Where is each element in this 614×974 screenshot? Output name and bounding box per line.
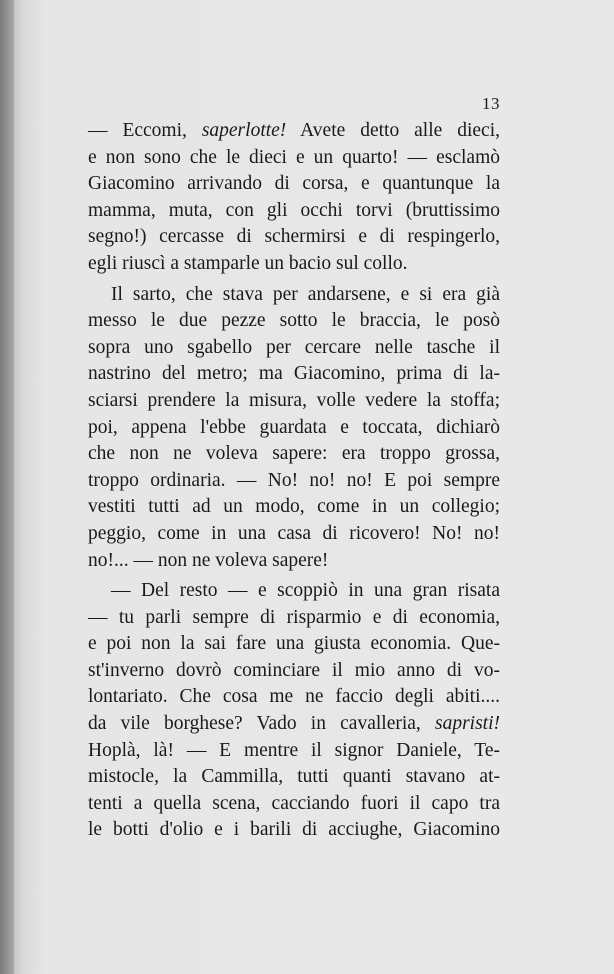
text-line: [88, 711, 500, 738]
text-line: [88, 521, 500, 548]
text-segment: che non ne voleva sapere: era troppo grossa,: [88, 443, 500, 465]
text-segment: vestiti tutti ad un modo, come in un collegio;: [88, 496, 500, 518]
text-line: [88, 605, 500, 632]
body-text: [88, 118, 500, 844]
text-segment: — Del resto — e scoppiò in una gran risata: [111, 580, 500, 602]
text-segment: lontariato. Che cosa me ne faccio degli abiti....: [88, 686, 500, 708]
italic-text: sapristi!: [434, 713, 500, 735]
text-line: [88, 817, 500, 844]
text-segment: Avete detto alle dieci,: [286, 120, 500, 141]
text-line: [88, 738, 500, 765]
text-segment: Il sarto, che stava per andarsene, e si era già: [111, 283, 500, 305]
text-line: [88, 361, 500, 388]
text-line: [88, 198, 500, 225]
text-line: [88, 684, 500, 711]
italic-text: saperlotte!: [201, 120, 287, 141]
page-spine-shadow: [0, 0, 14, 974]
text-line: [88, 548, 500, 575]
text-segment: Hoplà, là! — E mentre il signor Daniele, Te-: [88, 739, 500, 761]
text-line: [88, 441, 500, 468]
text-segment: — tu parli sempre di risparmio e di economia,: [88, 606, 500, 628]
text-segment: segno!) cercasse di schermirsi e di respingerlo,: [88, 226, 500, 248]
text-segment: e poi non la sai fare una giusta economia. Que-: [88, 633, 500, 655]
text-segment: sopra uno sgabello per cercare nelle tasche il: [88, 336, 500, 358]
text-line: [88, 388, 500, 415]
text-segment: egli riuscì a stamparle un bacio sul collo.: [88, 252, 408, 274]
text-segment: st'inverno dovrò cominciare il mio anno di vo-: [88, 659, 500, 681]
text-line: [88, 282, 500, 309]
text-line: [88, 171, 500, 198]
text-segment: tenti a quella scena, cacciando fuori il capo tra: [88, 792, 500, 814]
text-segment: messo le due pezze sotto le braccia, le posò: [88, 310, 500, 332]
text-line: [88, 578, 500, 605]
text-line: [88, 308, 500, 335]
page-number: 13: [482, 94, 500, 113]
text-segment: sciarsi prendere la misura, volle vedere la stoffa;: [88, 389, 500, 411]
text-line: [88, 224, 500, 251]
text-segment: nastrino del metro; ma Giacomino, prima di la-: [88, 363, 500, 385]
text-line: [88, 631, 500, 658]
text-line: [88, 415, 500, 442]
text-line: [88, 791, 500, 818]
text-segment: peggio, come in una casa di ricovero! No! no!: [88, 522, 500, 544]
text-line: [88, 494, 500, 521]
text-segment: Giacomino arrivando di corsa, e quantunque la: [88, 173, 500, 195]
text-segment: da vile borghese? Vado in cavalleria,: [88, 713, 435, 735]
text-segment: no!... — non ne voleva sapere!: [88, 549, 329, 571]
text-line: [88, 251, 500, 278]
text-line: [88, 335, 500, 362]
text-segment: e non sono che le dieci e un quarto! — esclamò: [88, 146, 500, 168]
text-segment: troppo ordinaria. — No! no! no! E poi sempre: [88, 469, 500, 491]
text-segment: — Eccomi,: [88, 120, 202, 141]
text-segment: poi, appena l'ebbe guardata e toccata, dichiarò: [88, 416, 500, 438]
text-line: [88, 118, 500, 145]
text-segment: mamma, muta, con gli occhi torvi (bruttissimo: [88, 199, 500, 221]
text-segment: le botti d'olio e i barili di acciughe, Giacomino: [88, 819, 500, 841]
text-segment: mistocle, la Cammilla, tutti quanti stavano at-: [88, 766, 500, 788]
text-line: [88, 764, 500, 791]
text-line: [88, 658, 500, 685]
text-line: [88, 145, 500, 172]
text-line: [88, 468, 500, 495]
